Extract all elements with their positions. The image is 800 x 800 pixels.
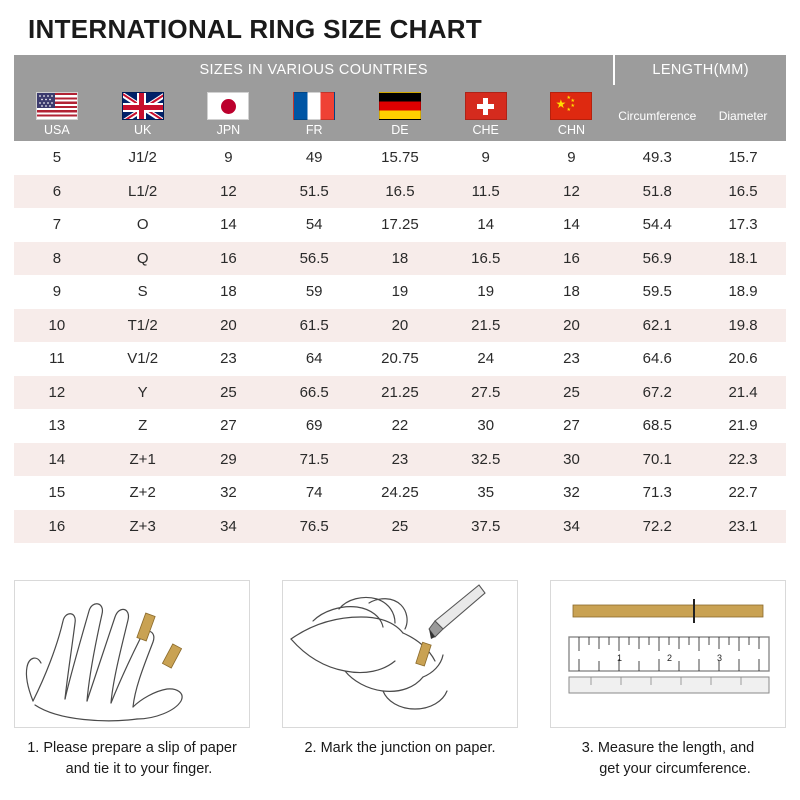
cell-fr: 49	[271, 141, 357, 175]
cell-usa: 8	[14, 242, 100, 276]
cell-circumference: 64.6	[614, 342, 700, 376]
cell-jpn: 29	[186, 443, 272, 477]
cell-che: 27.5	[443, 376, 529, 410]
flag-france-icon	[293, 92, 335, 120]
cell-circumference: 67.2	[614, 376, 700, 410]
hand-with-paper-strip-illustration	[14, 580, 250, 728]
cell-chn: 34	[529, 510, 615, 544]
table-row	[14, 309, 786, 343]
group-header-countries: SIZES IN VARIOUS COUNTRIES	[14, 55, 614, 85]
column-header-uk	[100, 85, 186, 141]
cell-diameter: 18.9	[700, 275, 786, 309]
cell-diameter: 17.3	[700, 208, 786, 242]
cell-chn: 20	[529, 309, 615, 343]
cell-diameter: 20.6	[700, 342, 786, 376]
cell-chn: 27	[529, 409, 615, 443]
cell-che: 14	[443, 208, 529, 242]
cell-diameter: 15.7	[700, 141, 786, 175]
svg-text:2: 2	[667, 653, 673, 663]
cell-uk: J1/2	[100, 141, 186, 175]
cell-usa: 11	[14, 342, 100, 376]
cell-jpn: 23	[186, 342, 272, 376]
instruction-step-1	[14, 580, 250, 780]
cell-diameter: 22.7	[700, 476, 786, 510]
column-code-de: DE	[391, 123, 409, 137]
cell-jpn: 12	[186, 175, 272, 209]
cell-jpn: 18	[186, 275, 272, 309]
cell-jpn: 34	[186, 510, 272, 544]
table-row	[14, 242, 786, 276]
cell-de: 24.25	[357, 476, 443, 510]
column-header-de	[357, 85, 443, 141]
instruction-caption-3	[550, 738, 786, 780]
cell-chn: 18	[529, 275, 615, 309]
table-row	[14, 409, 786, 443]
cell-usa: 13	[14, 409, 100, 443]
cell-circumference: 70.1	[614, 443, 700, 477]
instruction-cards	[14, 580, 786, 780]
column-header-fr	[271, 85, 357, 141]
instructions-section	[0, 580, 800, 780]
cell-uk: Z+3	[100, 510, 186, 544]
cell-circumference: 51.8	[614, 175, 700, 209]
cell-chn: 23	[529, 342, 615, 376]
caption-line-1: 1. Please prepare a slip of paper	[27, 740, 237, 756]
cell-che: 30	[443, 409, 529, 443]
cell-circumference: 56.9	[614, 242, 700, 276]
cell-fr: 51.5	[271, 175, 357, 209]
cell-fr: 74	[271, 476, 357, 510]
cell-uk: Z+1	[100, 443, 186, 477]
cell-chn: 9	[529, 141, 615, 175]
hand-marking-paper-with-pen-illustration	[282, 580, 518, 728]
column-code-jpn: JPN	[216, 123, 241, 137]
cell-fr: 61.5	[271, 309, 357, 343]
cell-de: 15.75	[357, 141, 443, 175]
cell-de: 17.25	[357, 208, 443, 242]
cell-uk: Q	[100, 242, 186, 276]
cell-circumference: 68.5	[614, 409, 700, 443]
column-header-usa	[14, 85, 100, 141]
column-header-circumference: Circumference	[614, 85, 700, 141]
cell-che: 16.5	[443, 242, 529, 276]
cell-de: 23	[357, 443, 443, 477]
cell-fr: 66.5	[271, 376, 357, 410]
cell-che: 24	[443, 342, 529, 376]
country-header-row	[14, 85, 786, 141]
cell-usa: 14	[14, 443, 100, 477]
cell-jpn: 20	[186, 309, 272, 343]
cell-uk: Z+2	[100, 476, 186, 510]
ring-size-table	[14, 55, 786, 543]
cell-fr: 56.5	[271, 242, 357, 276]
svg-text:1: 1	[617, 653, 623, 663]
instruction-caption-2	[282, 738, 518, 759]
column-header-diameter: Diameter	[700, 85, 786, 141]
cell-usa: 5	[14, 141, 100, 175]
cell-diameter: 19.8	[700, 309, 786, 343]
column-code-uk: UK	[133, 123, 152, 137]
cell-de: 19	[357, 275, 443, 309]
cell-de: 21.25	[357, 376, 443, 410]
cell-che: 9	[443, 141, 529, 175]
table-row	[14, 141, 786, 175]
cell-chn: 16	[529, 242, 615, 276]
column-code-fr: FR	[305, 123, 323, 137]
cell-jpn: 9	[186, 141, 272, 175]
cell-uk: L1/2	[100, 175, 186, 209]
cell-diameter: 21.4	[700, 376, 786, 410]
table-row	[14, 342, 786, 376]
cell-de: 18	[357, 242, 443, 276]
cell-diameter: 23.1	[700, 510, 786, 544]
cell-circumference: 54.4	[614, 208, 700, 242]
cell-chn: 14	[529, 208, 615, 242]
cell-che: 37.5	[443, 510, 529, 544]
cell-de: 22	[357, 409, 443, 443]
cell-usa: 16	[14, 510, 100, 544]
cell-diameter: 16.5	[700, 175, 786, 209]
cell-usa: 12	[14, 376, 100, 410]
table-row	[14, 208, 786, 242]
cell-usa: 10	[14, 309, 100, 343]
page-title: INTERNATIONAL RING SIZE CHART	[28, 14, 483, 44]
instruction-step-3	[550, 580, 786, 780]
cell-circumference: 49.3	[614, 141, 700, 175]
column-code-usa: USA	[44, 123, 70, 137]
group-header-length: LENGTH(MM)	[614, 55, 786, 85]
table-row	[14, 175, 786, 209]
cell-che: 35	[443, 476, 529, 510]
cell-de: 16.5	[357, 175, 443, 209]
table-header	[14, 55, 786, 141]
table-row	[14, 510, 786, 544]
caption-line-2: get your circumference.	[599, 761, 751, 778]
cell-circumference: 59.5	[614, 275, 700, 309]
cell-diameter: 18.1	[700, 242, 786, 276]
cell-che: 32.5	[443, 443, 529, 477]
caption-line-2: and tie it to your finger.	[65, 761, 213, 778]
column-code-che: CHE	[472, 123, 499, 137]
cell-usa: 7	[14, 208, 100, 242]
column-header-jpn	[186, 85, 272, 141]
instruction-caption-1	[14, 738, 250, 780]
table-row	[14, 443, 786, 477]
flag-usa-icon	[36, 92, 78, 120]
cell-chn: 25	[529, 376, 615, 410]
group-header-row	[14, 55, 786, 85]
svg-text:3: 3	[717, 653, 723, 663]
cell-de: 25	[357, 510, 443, 544]
column-code-chn: CHN	[557, 123, 586, 137]
cell-circumference: 72.2	[614, 510, 700, 544]
cell-diameter: 21.9	[700, 409, 786, 443]
instruction-step-2	[282, 580, 518, 780]
cell-che: 11.5	[443, 175, 529, 209]
cell-uk: Z	[100, 409, 186, 443]
cell-uk: O	[100, 208, 186, 242]
table-row	[14, 476, 786, 510]
cell-usa: 9	[14, 275, 100, 309]
cell-chn: 12	[529, 175, 615, 209]
cell-usa: 6	[14, 175, 100, 209]
cell-chn: 32	[529, 476, 615, 510]
cell-de: 20.75	[357, 342, 443, 376]
table-row	[14, 376, 786, 410]
cell-uk: V1/2	[100, 342, 186, 376]
cell-uk: S	[100, 275, 186, 309]
cell-circumference: 62.1	[614, 309, 700, 343]
column-header-chn	[529, 85, 615, 141]
cell-jpn: 16	[186, 242, 272, 276]
cell-usa: 15	[14, 476, 100, 510]
cell-fr: 59	[271, 275, 357, 309]
column-header-che	[443, 85, 529, 141]
cell-circumference: 71.3	[614, 476, 700, 510]
cell-diameter: 22.3	[700, 443, 786, 477]
caption-line-1: 2. Mark the junction on paper.	[304, 740, 496, 756]
cell-jpn: 14	[186, 208, 272, 242]
flag-germany-icon	[379, 92, 421, 120]
cell-uk: Y	[100, 376, 186, 410]
table-row	[14, 275, 786, 309]
cell-uk: T1/2	[100, 309, 186, 343]
flag-china-icon: ★ ★ ★ ★ ★	[550, 92, 592, 120]
cell-jpn: 27	[186, 409, 272, 443]
cell-chn: 30	[529, 443, 615, 477]
cell-fr: 76.5	[271, 510, 357, 544]
cell-fr: 69	[271, 409, 357, 443]
ruler-measuring-paper-strip-illustration	[550, 580, 786, 728]
cell-che: 19	[443, 275, 529, 309]
cell-fr: 54	[271, 208, 357, 242]
flag-switzerland-icon	[465, 92, 507, 120]
caption-line-1: 3. Measure the length, and	[581, 740, 755, 756]
cell-fr: 64	[271, 342, 357, 376]
cell-jpn: 32	[186, 476, 272, 510]
flag-uk-icon	[122, 92, 164, 120]
cell-fr: 71.5	[271, 443, 357, 477]
flag-japan-icon	[207, 92, 249, 120]
cell-jpn: 25	[186, 376, 272, 410]
table-body	[14, 141, 786, 543]
cell-de: 20	[357, 309, 443, 343]
cell-che: 21.5	[443, 309, 529, 343]
